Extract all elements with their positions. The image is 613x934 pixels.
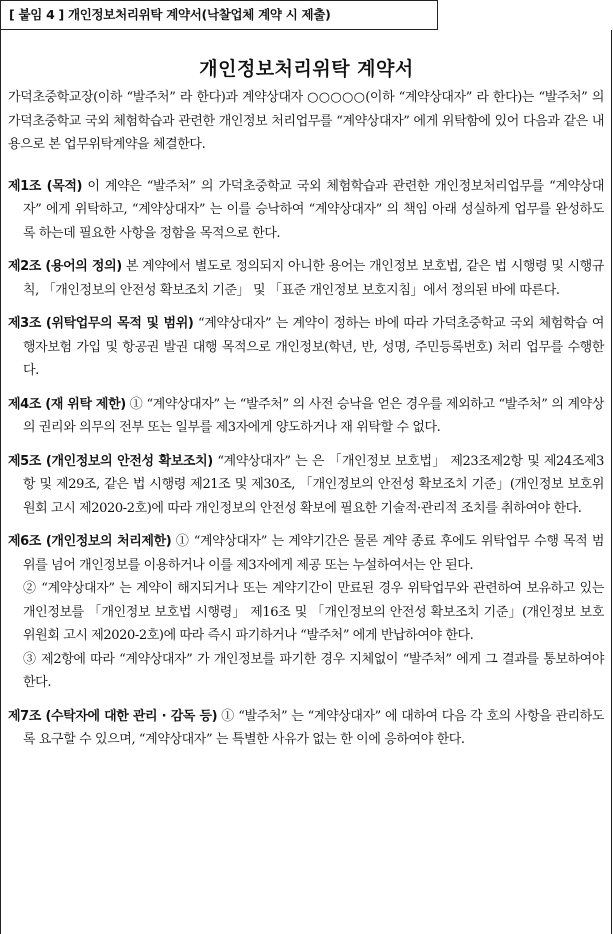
article-5-body: “계약상대자” 는 은 「개인정보 보호법」 제23조제2항 및 제24조제3항 및 제29조, 같은 법 시행령 제21조 및 제30조, 「개인정보의 안전성 확보조치 기준」(개인정보 보호위원회 고시 제2020-2호)에 따라 개인정보의 안전성 확보에 필요한 기술적·관리적 조치를 취하여야 한다. (23, 453, 604, 516)
article-1-heading: 제1조 (목적) (8, 178, 83, 194)
document-body (8, 86, 604, 752)
article-6-clause-2: ② “계약상대자” 는 계약이 해지되거나 또는 계약기간이 만료된 경우 위탁업무와 관련하여 보유하고 있는 개인정보를 「개인정보 보호법 시행령」 제16조 및 「개인정보의 안전성 확보조치 기준」(개인정보 보호위원회 고시 제2020-2호)에 따라 즉시 파기하거나 “발주처” 에게 반납하여야 한다. (23, 581, 604, 643)
article-7-heading: 제7조 (수탁자에 대한 관리 · 감독 등) (8, 708, 218, 724)
attachment-header: [ 붙임 4 ] 개인정보처리위탁 계약서(낙찰업체 계약 시 제출) (0, 0, 438, 30)
article-1 (8, 175, 604, 246)
article-6 (8, 530, 604, 695)
intro-paragraph: 가덕초중학교장(이하 “발주처” 라 한다)과 계약상대자 ○○○○○(이하 “계약상대자” 라 한다)는 “발주처” 의 가덕초중학교 국외 체험학습과 관련한 개인정보 처리업무를 “계약상대자” 에게 위탁함에 있어 다음과 같은 내용으로 본 업무위탁계약을 체결한다. (8, 90, 604, 152)
article-6-clause-3: ③ 제2항에 따라 “계약상대자” 가 개인정보를 파기한 경우 지체없이 “발주처” 에게 그 결과를 통보하여야 한다. (23, 651, 604, 690)
article-4 (8, 393, 604, 440)
article-3-body: “계약상대자” 는 계약이 정하는 바에 따라 가덕초중학교 국외 체험학습 여행자보험 가입 및 항공권 발권 대행 목적으로 개인정보(학년, 반, 성명, 주민등록번호) 처리 업무를 수행한다. (23, 316, 604, 378)
article-3-heading: 제3조 (위탁업무의 목적 및 범위) (8, 316, 194, 331)
article-1-body: 이 계약은 “발주처” 의 가덕초중학교 국외 체험학습과 관련한 개인정보처리업무를 “계약상대자” 에게 위탁하고, “계약상대자” 는 이를 승낙하여 “계약상대자” 의 책임 아래 성실하게 업무를 완성하도록 하는데 필요한 사항을 정함을 목적으로 한다. (23, 178, 604, 241)
article-7 (8, 705, 604, 752)
article-2-heading: 제2조 (용어의 정의) (8, 259, 122, 274)
article-5-heading: 제5조 (개인정보의 안전성 확보조치) (8, 453, 213, 469)
article-6-heading: 제6조 (개인정보의 처리제한) (8, 534, 172, 549)
article-5 (8, 450, 604, 521)
article-6-body: ① “계약상대자” 는 계약기간은 물론 계약 종료 후에도 위탁업무 수행 목적 범위를 넘어 개인정보를 이용하거나 이를 제3자에게 제공 또는 누설하여서는 안 된다. (23, 534, 604, 573)
article-4-body: ① “계약상대자” 는 “발주처” 의 사전 승낙을 얻은 경우를 제외하고 “발주처” 의 계약상의 권리와 의무의 전부 또는 일부를 제3자에게 양도하거나 재 위탁할 수 없다. (23, 396, 604, 435)
article-2-body: 본 계약에서 별도로 정의되지 아니한 용어는 개인정보 보호법, 같은 법 시행령 및 시행규칙, 「개인정보의 안전성 확보조치 기준」 및 「표준 개인정보 보호지침」에서 정의된 바에 따른다. (23, 259, 604, 298)
document-title: 개인정보처리위탁 계약서 (199, 58, 414, 80)
article-2 (8, 255, 604, 302)
article-3 (8, 312, 604, 383)
article-7-body: ① “발주처” 는 “계약상대자” 에 대하여 다음 각 호의 사항을 관리하도록 요구할 수 있으며, “계약상대자” 는 특별한 사유가 없는 한 이에 응하여야 한다. (23, 708, 604, 747)
article-4-heading: 제4조 (재 위탁 제한) (8, 396, 126, 412)
